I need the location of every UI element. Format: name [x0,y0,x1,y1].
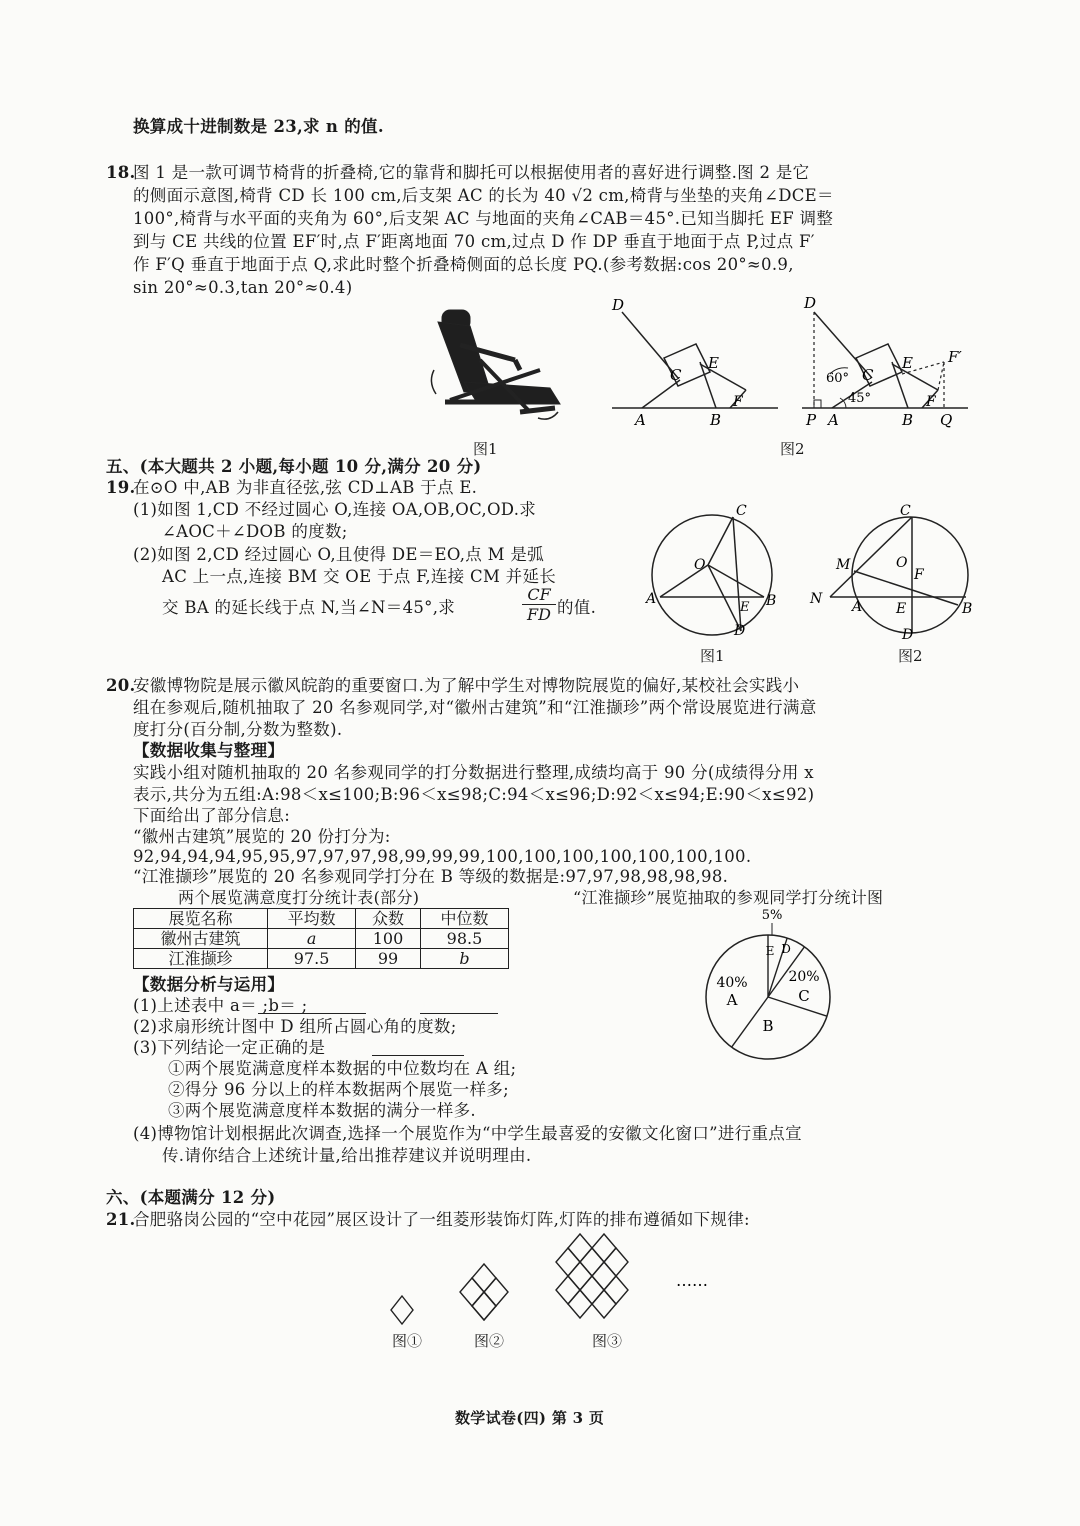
angle-45-label: 45° [848,391,872,406]
pattern-1-caption: 图① [392,1332,423,1350]
q21-number: 21. [106,1210,136,1229]
svg-text:P: P [806,411,817,429]
svg-text:N: N [810,591,823,607]
q18-number: 18. [106,163,136,182]
section-6-heading: 六、(本题满分 12 分) [106,1188,276,1207]
table-cell: 98.5 [420,929,508,949]
q19-line: 在⊙O 中,AB 为非直径弦,弦 CD⊥AB 于点 E. [133,478,478,497]
svg-text:E: E [896,601,907,617]
q20-analysis-title: 【数据分析与运用】 [133,975,285,994]
q20-question: (1)上述表中 a＝ ;b＝ ; [133,996,308,1015]
svg-text:Q: Q [940,411,953,429]
q18-fig1-caption: 图1 [473,440,498,458]
table-cell: 99 [356,949,421,969]
svg-text:C: C [862,366,874,384]
table-cell: 徽州古建筑 [134,929,268,949]
q19-fig2-diagram [800,495,980,645]
svg-text:D: D [734,623,746,639]
q20-question: (2)求扇形统计图中 D 组所占圆心角的度数; [133,1017,457,1036]
fraction-numerator: CF [522,586,556,605]
svg-text:F: F [926,394,936,410]
svg-text:B: B [962,601,973,617]
svg-text:B: B [710,411,722,429]
q20-collect: “江淮撷珍”展览的 20 名参观同学打分在 B 等级的数据是:97,97,98,98,98,98. [133,867,729,886]
q18-fig2-caption: 图2 [780,440,805,458]
svg-text:O: O [896,555,908,571]
svg-text:D: D [902,627,914,643]
pie-label-C-percent: 20% [788,969,820,985]
svg-text:C: C [736,503,747,519]
q18-line: 的侧面示意图,椅背 CD 长 100 cm,后支架 AC 的长为 40 √2 cm,椅背与坐垫的夹角∠DCE＝ [133,186,834,205]
table-cell: 江淮撷珍 [134,949,268,969]
svg-text:O: O [694,557,706,573]
svg-text:E: E [708,354,719,372]
q20-intro: 安徽博物院是展示徽风皖韵的重要窗口.为了解中学生对博物院展览的偏好,某校社会实践小 [133,676,800,695]
pie-label-B: B [762,1017,774,1035]
pie-chart [690,905,850,1065]
section-5-heading: 五、(本大题共 2 小题,每小题 10 分,满分 20 分) [106,457,482,476]
pattern-1-diamond [391,1296,413,1324]
table-row [134,929,509,949]
q18-line: 到与 CE 共线的位置 EF′时,点 F′距离地面 70 cm,过点 D 作 DP 垂直于地面于点 P,过点 F′ [133,232,815,251]
svg-text:D: D [612,296,625,314]
q19-part2: AC 上一点,连接 BM 交 OE 于点 F,连接 CM 并延长 [162,567,557,586]
q18-line: sin 20°≈0.3,tan 20°≈0.4) [133,278,353,297]
pie-label-C: C [798,987,810,1005]
stats-table [133,908,509,969]
svg-text:F: F [914,567,924,583]
q19-part2: 交 BA 的延长线于点 N,当∠N＝45°,求 [162,598,456,617]
svg-text:B: B [902,411,914,429]
chair-photo [420,300,570,430]
page-footer: 数学试卷(四) 第 3 页 [455,1409,605,1427]
q18-line: 图 1 是一款可调节椅背的折叠椅,它的靠背和脚托可以根据使用者的喜好进行调整.图 2 是它 [133,163,810,182]
pie-label-A: A [726,991,738,1009]
diamond-patterns [380,1228,720,1328]
table-cell: a [268,929,356,949]
q20-option: ①两个展览满意度样本数据的中位数均在 A 组; [168,1059,517,1078]
answer-blank-a[interactable] [258,1013,366,1014]
table-cell: b [420,949,508,969]
svg-text:A: A [646,591,657,607]
q20-option: ③两个展览满意度样本数据的满分一样多. [168,1101,476,1120]
angle-60-label: 60° [826,371,850,386]
table-header-row [134,909,509,929]
pie-label-E: E [765,944,775,958]
q19-part2: 的值. [557,598,597,617]
q20-question: (4)博物馆计划根据此次调查,选择一个展览作为“中学生最喜爱的安徽文化窗口”进行重点宣 [133,1124,802,1143]
q20-collect: “徽州古建筑”展览的 20 份打分为: [133,827,391,846]
q19-fig1-diagram [640,495,790,645]
ellipsis: …… [676,1271,708,1290]
pie-label-D: D [781,942,791,956]
table-header: 展览名称 [134,909,268,929]
table-cell: 97.5 [268,949,356,969]
svg-text:C: C [900,503,911,519]
answer-blank-3[interactable] [372,1055,464,1056]
table-cell: 100 [356,929,421,949]
svg-text:A: A [852,599,863,615]
q19-fig1-caption: 图1 [700,647,725,665]
q20-option: ②得分 96 分以上的样本数据两个展览一样多; [168,1080,509,1099]
q19-part2: (2)如图 2,CD 经过圆心 O,且使得 DE＝EO,点 M 是弧 [133,545,544,564]
pattern-3 [556,1234,628,1318]
svg-text:F′: F′ [948,348,962,366]
q20-number: 20. [106,676,136,695]
q18-fig2-diagram-extended [792,290,982,440]
pattern-2-caption: 图② [474,1332,505,1350]
q20-collect: 实践小组对随机抽取的 20 名参观同学的打分数据进行整理,成绩均高于 90 分(成绩得分用 x [133,763,814,782]
table-row [134,949,509,969]
q20-collect: 下面给出了部分信息: [133,806,291,825]
answer-blank-b[interactable] [420,1013,498,1014]
svg-text:E: E [902,354,913,372]
previous-question-tail: 换算成十进制数是 23,求 n 的值. [133,117,384,136]
svg-text:D: D [804,294,817,312]
svg-text:A: A [635,411,646,429]
q18-fig2-diagram [600,290,785,440]
table-header: 平均数 [268,909,356,929]
pie-chart-title: “江淮撷珍”展览抽取的参观同学打分统计图 [573,888,884,907]
q18-line: 作 F′Q 垂直于地面于点 Q,求此时整个折叠椅侧面的总长度 PQ.(参考数据:cos 20°≈0.9, [133,255,794,274]
q20-collect: 表示,共分为五组:A:98＜x≤100;B:96＜x≤98;C:94＜x≤96;D:92＜x≤94;E:90＜x≤92) [133,785,815,804]
q18-line: 100°,椅背与水平面的夹角为 60°,后支架 AC 与地面的夹角∠CAB＝45°.已知当脚托 EF 调整 [133,209,834,228]
q20-intro: 组在参观后,随机抽取了 20 名参观同学,对“徽州古建筑”和“江淮撷珍”两个常设展览进行满意 [133,698,817,717]
q20-question: (3)下列结论一定正确的是 [133,1038,326,1057]
fraction [522,586,556,625]
pie-label-E-percent: 5% [761,908,783,923]
q21-line: 合肥骆岗公园的“空中花园”展区设计了一组菱形装饰灯阵,灯阵的排布遵循如下规律: [133,1210,750,1229]
q20-collect: 92,94,94,94,95,95,97,97,97,98,99,99,99,100,100,100,100,100,100,100. [133,847,752,866]
table-header: 中位数 [420,909,508,929]
q19-part1: (1)如图 1,CD 不经过圆心 O,连接 OA,OB,OC,OD.求 [133,500,537,519]
pattern-2 [460,1264,508,1320]
pattern-3-caption: 图③ [592,1332,623,1350]
svg-text:A: A [828,411,839,429]
svg-text:B: B [766,593,777,609]
svg-text:M: M [836,557,851,573]
q20-intro: 度打分(百分制,分数为整数). [133,720,343,739]
svg-text:C: C [670,366,682,384]
q20-question: 传.请你结合上述统计量,给出推荐建议并说明理由. [162,1146,532,1165]
q20-collect-title: 【数据收集与整理】 [133,741,285,760]
fraction-denominator: FD [527,605,551,624]
svg-text:F: F [733,394,743,410]
q19-part1: ∠AOC＋∠DOB 的度数; [162,522,348,541]
table-header: 众数 [356,909,421,929]
q19-number: 19. [106,478,136,497]
q19-fig2-caption: 图2 [898,647,923,665]
table-title: 两个展览满意度打分统计表(部分) [178,888,420,907]
pie-label-A-percent: 40% [716,975,748,991]
svg-text:E: E [740,600,750,615]
